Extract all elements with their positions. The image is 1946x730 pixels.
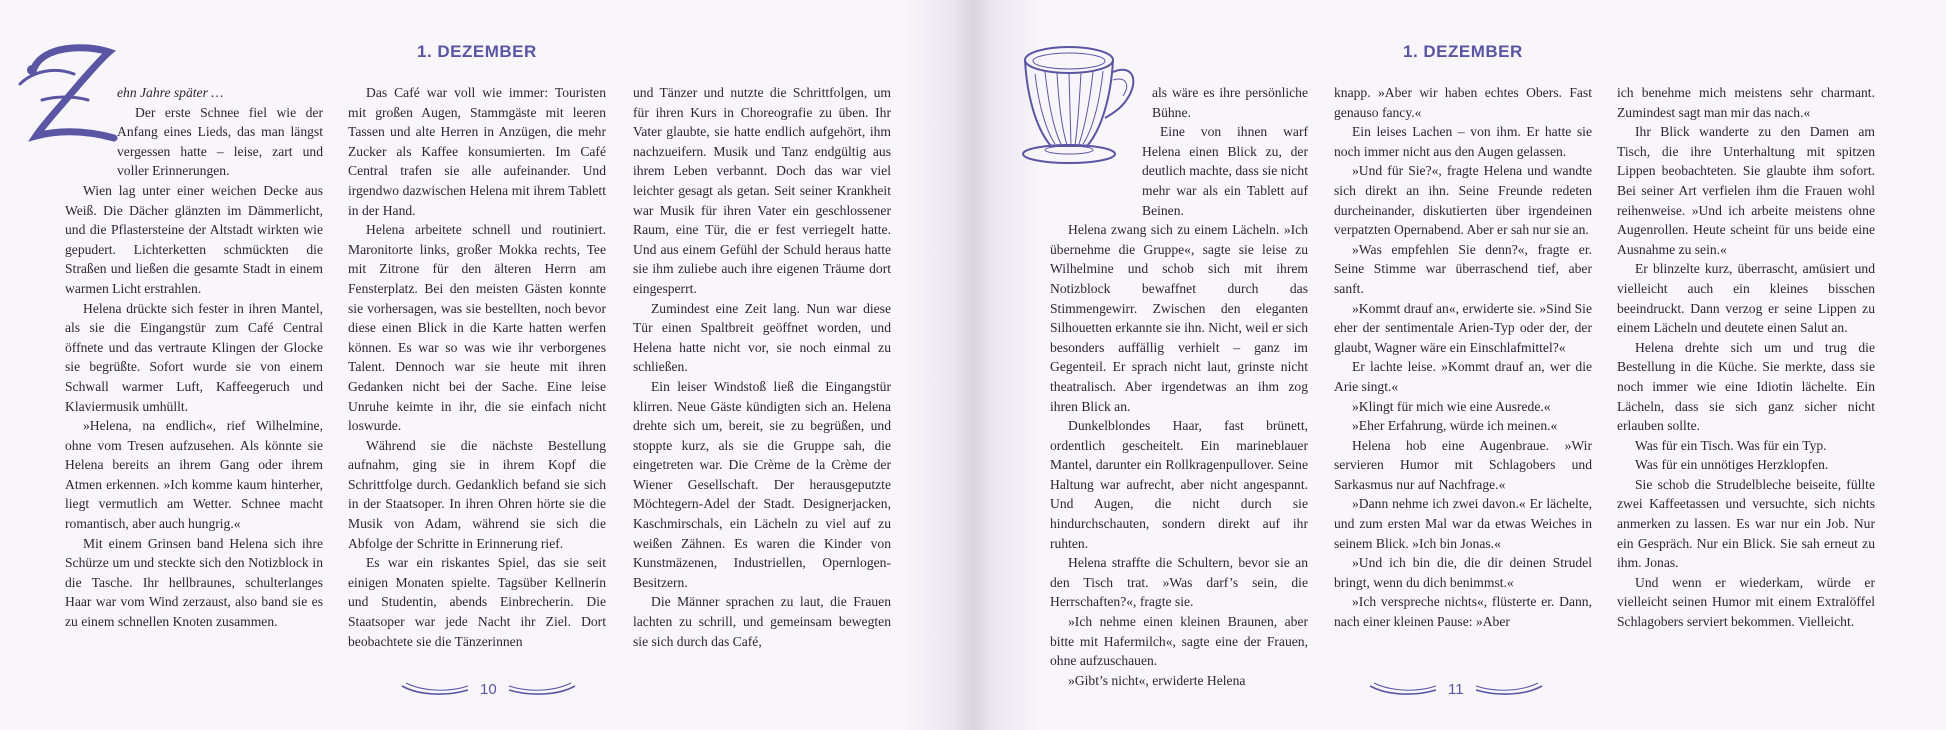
left-column-1 [65, 83, 323, 632]
paragraph: Sie schob die Strudelbleche beiseite, füllte zwei Kaffeetassen und versuchte, sich nichts anmerken zu lassen. Es war nur ein Job. Nur ein Gespräch. Nur ein Blick. Sie sah erneut zu ihm. Jonas. [1617, 476, 1875, 571]
paragraph: »Eher Erfahrung, würde ich meinen.« [1352, 418, 1558, 434]
paragraph: Das Café war voll wie immer: Touristen mit großen Augen, Stammgäste mit leeren Tassen und alte Herren in Anzügen, die mehr Zucker als Kaffee konsumierten. Im Café Central trafen sie alle aufeinander. Und irgendwo dazwischen Helena mit ihrem Tablett in der Hand. [348, 85, 606, 218]
page-number: 10 [480, 680, 497, 698]
page-number: 11 [1448, 680, 1464, 698]
left-column-3 [633, 83, 891, 651]
paragraph: Er lachte leise. »Kommt drauf an, wer die Arie singt.« [1334, 359, 1592, 394]
ornament-swash-icon [507, 680, 577, 698]
paragraph: »Und für Sie?«, fragte Helena und wandte sich direkt an ihn. Seine Freunde redeten durcheinander, diskutierten über irgendeinen verpatzten Opernabend. Aber er sah nur sie an. [1334, 163, 1592, 238]
paragraph: Helena straffte die Schultern, bevor sie an den Tisch trat. »Was darf’s sein, die Herrschaften?«, fragte sie. [1050, 555, 1308, 610]
paragraph: Mit einem Grinsen band Helena sich ihre Schürze um und steckte sich den Notizblock in die Tasche. Ihr hellbraunes, schulterlanges Haar war vom Wind zerzaust, also band sie es zu einem schnellen Knoten zusammen. [65, 535, 323, 630]
paragraph: »Gibt’s nicht«, erwiderte Helena [1068, 672, 1246, 688]
paragraph: Es war ein riskantes Spiel, das sie seit einigen Monaten spielte. Tagsüber Kellnerin und Studentin, abends Einbrecherin. Die Staatsoper war jede Nacht ihr Ziel. Dort beobachtete sie die Tänzerinnen [348, 555, 606, 649]
paragraph: Helena zwang sich zu einem Lächeln. »Ich übernehme die Gruppe«, sagte sie leise zu Wilhelmine und schob sich mit ihrem Notizblock bewaffnet durch das Stimmengewirr. Zwischen den eleganten Silhouetten erkannte sie ihn. Nicht, weil er sich besonders auffällig verhielt – ganz im Gegenteil. Er sprach nicht laut, grinste nicht theatralisch. Aber irgendetwas an ihm zog ihren Blick an. [1050, 222, 1308, 414]
paragraph: »Dann nehme ich zwei davon.« Er lächelte, und zum ersten Mal war da etwas Weiches in seinem Blick. »Ich bin Jonas.« [1334, 496, 1592, 551]
right-page-header: 1. DEZEMBER [1403, 42, 1523, 61]
right-column-3 [1617, 83, 1875, 632]
paragraph: Helena drückte sich fester in ihren Mantel, als sie die Eingangstür zum Café Central öffnete und das vertraute Klingen der Glocke sie begrüßte. Sofort wurde sie von einem Schwall warmer Luft, Kaffeegeruch und Klaviermusik umhüllt. [65, 300, 323, 414]
paragraph: »Was empfehlen Sie denn?«, fragte er. Seine Stimme war überraschend tief, aber sanft. [1334, 241, 1592, 296]
left-column-2 [348, 83, 606, 651]
right-page [973, 0, 1946, 730]
paragraph: als wäre es ihre persönliche Bühne. [1152, 85, 1308, 120]
paragraph: ich benehme mich meistens sehr charmant. Zumindest sagt man mir das nach.« [1617, 85, 1875, 120]
paragraph: »Ich nehme einen kleinen Braunen, aber bitte mit Hafermilch«, sagte eine der Frauen, ohne aufzuschauen. [1050, 614, 1308, 669]
left-page-folio [400, 680, 577, 698]
paragraph: Helena hob eine Augenbraue. »Wir servieren Humor mit Schlagobers und Sarkasmus nur auf Nachfrage.« [1334, 437, 1592, 492]
paragraph: Und wenn er wiederkam, würde er vielleicht seinen Humor mit einem Extralöffel Schlagobers serviert bekommen. Vielleicht. [1617, 574, 1875, 630]
paragraph: Ein leises Lachen – von ihm. Er hatte sie noch immer nicht aus den Augen gelassen. [1334, 124, 1592, 159]
paragraph: und Tänzer und nutzte die Schrittfolgen, um für ihren Kurs in Choreografie zu üben. Ihr Vater glaubte, sie hatte endlich aufgehört, ihm nachzueifern. Musik und Tanz endgültig aus ihrem Leben verbannt. Doch das war viel leichter gesagt als getan. Seit seiner Krankheit war Musik für ihren Vater ein geschlossener Raum, eine Tür, die er fest verriegelt hatte. Und aus einem Gefühl der Schuld heraus hatte sie ihm zuliebe auch ihre eigenen Träume dort eingesperrt. [633, 85, 891, 296]
paragraph: »Klingt für mich wie eine Ausrede.« [1352, 398, 1551, 414]
paragraph: Während sie die nächste Bestellung aufnahm, ging sie in ihrem Kopf die Schrittfolge durch. Gedanklich befand sie sich in der Staatsoper. In ihren Ohren hörte sie die Musik von Adam, während sie sich die Abfolge der Schritte in Erinnerung rief. [348, 437, 606, 551]
ornament-swash-icon [1474, 680, 1544, 698]
ornament-swash-icon [400, 680, 470, 698]
paragraph: Der erste Schnee fiel wie der Anfang eines Lieds, das man längst vergessen hatte – leise, zart und voller Erinnerungen. [117, 104, 323, 179]
paragraph: Die Männer sprachen zu laut, die Frauen lachten zu schrill, und gemeinsam bewegten sie sich durch das Café, [633, 594, 891, 649]
paragraph: knapp. »Aber wir haben echtes Obers. Fast genauso fancy.« [1334, 85, 1592, 120]
paragraph: Wien lag unter einer weichen Decke aus Weiß. Die Dächer glänzten im Dämmerlicht, und die Pflastersteine der Altstadt wirkten wie gepudert. Lichterketten schmückten die Straßen und ließen die gesamte Stadt in einem warmen Licht erstrahlen. [65, 182, 323, 296]
paragraph: Eine von ihnen warf Helena einen Blick zu, der deutlich machte, dass sie nicht mehr war als ein Tablett auf Beinen. [1142, 124, 1308, 218]
paragraph: »Ich verspreche nichts«, flüsterte er. Dann, nach einer kleinen Pause: »Aber [1334, 594, 1592, 630]
paragraph: Helena drehte sich um und trug die Bestellung in die Küche. Sie merkte, dass sie noch immer wie eine Idiotin lächelte. Ein Lächeln, dass sie sich ganz sicher nicht erlauben sollte. [1617, 339, 1875, 434]
paragraph: Was für ein unnötiges Herzklopfen. [1635, 457, 1829, 473]
paragraph: Was für ein Tisch. Was für ein Typ. [1635, 437, 1827, 453]
left-page-header: 1. DEZEMBER [417, 42, 537, 61]
right-column-1 [1050, 83, 1308, 690]
paragraph: »Helena, na endlich«, rief Wilhelmine, ohne vom Tresen aufzusehen. Als könnte sie Helena bereits an ihrem Gang oder ihrem Atmen erkennen. »Ich komme kaum hinterher, liegt vermutlich am Wetter. Schnee macht romantisch, aber auch hungrig.« [65, 418, 323, 532]
paragraph: Er blinzelte kurz, überrascht, amüsiert und vielleicht auch ein kleines bisschen beeindruckt. Dann verzog er seine Lippen zu einem Lächeln und deutete einen Salut an. [1617, 261, 1875, 336]
paragraph: »Kommt drauf an«, erwiderte sie. »Sind Sie eher der sentimentale Arien-Typ oder der, der glaubt, Wagner wäre ein Einschlafmittel?« [1334, 300, 1592, 355]
paragraph: »Und ich bin die, die dir deinen Strudel bringt, wenn du dich benimmst.« [1334, 555, 1592, 590]
paragraph: ehn Jahre später … [117, 85, 224, 100]
paragraph: Ein leiser Windstoß ließ die Eingangstür klirren. Neue Gäste kündigten sich an. Helena drehte sich um, bereit, sie zu begrüßen, und stoppte kurz, als sie die Gruppe sah, die eingetreten war. Die Crème de la Crème der Wiener Gesellschaft. Der herausgeputzte Möchtegern-Adel der Stadt. Designerjacken, Kaschmirschals, ein Lächeln zu viel auf zu weißen Zähnen. Es waren die Kinder von Kunstmäzenen, Industriellen, Opernlogen-Besitzern. [633, 378, 891, 590]
paragraph: Helena arbeitete schnell und routiniert. Maronitorte links, großer Mokka rechts, Tee mit Zitrone für den älteren Herrn am Fensterplatz. Bei den meisten Gästen konnte sie vorhersagen, was sie bestellten, noch bevor diese einen Blick in die Karte hatten werfen können. Es war so was wie ihr verborgenes Talent. Dennoch war sie heute mit ihren Gedanken nicht bei der Sache. Eine leise Unruhe keimte in ihr, die sie einfach nicht loswurde. [348, 222, 606, 434]
paragraph: Ihr Blick wanderte zu den Damen am Tisch, die ihre Unterhaltung mit spitzen Lippen beobachteten. Sie glaubte ihm sofort. Bei seiner Art verfielen ihm die Frauen wohl reihenweise. »Und ich arbeite meistens ohne Augenrollen. Heute scheint für uns beide eine Ausnahme zu sein.« [1617, 124, 1875, 257]
paragraph: Dunkelblondes Haar, fast brünett, ordentlich gescheitelt. Ein marineblauer Mantel, darunter ein Rollkragenpullover. Seine Haltung war aufrecht, aber nicht angespannt. Und Augen, die nicht durch sie hindurchschauten, sondern direkt auf ihr ruhten. [1050, 418, 1308, 551]
ornament-swash-icon [1368, 680, 1438, 698]
right-column-2 [1334, 83, 1592, 632]
paragraph: Zumindest eine Zeit lang. Nun war diese Tür einen Spaltbreit geöffnet worden, und Helena hatte nicht vor, sie noch einmal zu schließen. [633, 300, 891, 375]
right-page-folio [1368, 680, 1544, 698]
